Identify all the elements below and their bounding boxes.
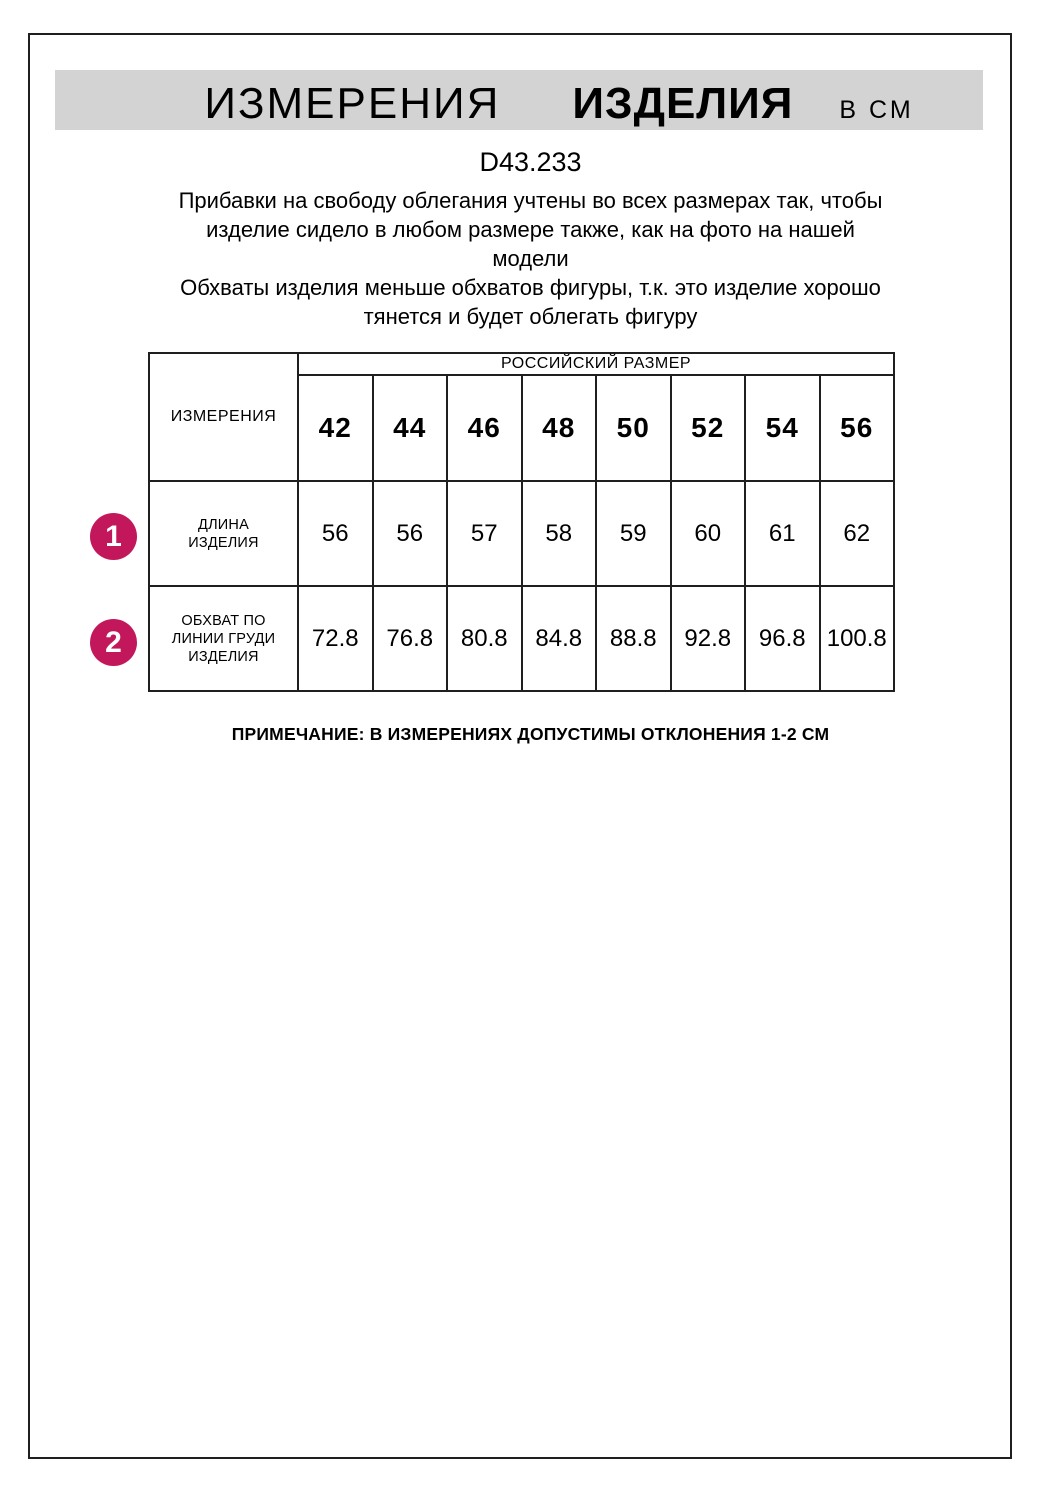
note-text: ПРИМЕЧАНИЕ: В ИЗМЕРЕНИЯХ ДОПУСТИМЫ ОТКЛОНЕНИЯ 1-2 СМ — [231, 724, 830, 744]
size-header-cell: 56 — [820, 375, 895, 481]
measurement-value-cell: 88.8 — [596, 586, 671, 691]
title-band — [55, 70, 983, 130]
intro-paragraph-1 — [0, 186, 1061, 273]
table-group-header-row — [149, 353, 894, 375]
size-header-cell: 54 — [745, 375, 820, 481]
measurement-value-cell: 57 — [447, 481, 522, 586]
measurement-value-cell: 60 — [671, 481, 746, 586]
measurement-value-cell: 58 — [522, 481, 597, 586]
paragraph-line: тянется и будет облегать фигуру — [363, 304, 698, 329]
row-label-length: ДЛИНА ИЗДЕЛИЯ — [149, 481, 298, 586]
row-number-text: 1 — [105, 519, 122, 553]
row-number-badge-1 — [90, 513, 137, 560]
table-corner-header: ИЗМЕРЕНИЯ — [149, 353, 298, 481]
paragraph-line: модели — [492, 246, 569, 271]
size-header-cell: 46 — [447, 375, 522, 481]
row-label-chest: ОБХВАТ ПО ЛИНИИ ГРУДИ ИЗДЕЛИЯ — [149, 586, 298, 691]
measurement-value-cell: 56 — [298, 481, 373, 586]
measurement-value-cell: 96.8 — [745, 586, 820, 691]
measurement-row-length — [149, 481, 894, 586]
title-unit-label: В СМ — [839, 96, 914, 124]
measurement-row-chest — [149, 586, 894, 691]
row-number-badge-2 — [90, 619, 137, 666]
paragraph-line: Прибавки на свободу облегания учтены во всех размерах так, чтобы — [178, 188, 883, 213]
measurement-value-cell: 80.8 — [447, 586, 522, 691]
product-code: D43.233 — [479, 147, 582, 177]
measurement-value-cell: 56 — [373, 481, 448, 586]
measurement-value-cell: 59 — [596, 481, 671, 586]
size-header-cell: 44 — [373, 375, 448, 481]
measurement-value-cell: 100.8 — [820, 586, 895, 691]
table-group-header: РОССИЙСКИЙ РАЗМЕР — [298, 353, 894, 375]
size-header-cell: 52 — [671, 375, 746, 481]
row-number-text: 2 — [105, 625, 122, 659]
size-header-cell: 48 — [522, 375, 597, 481]
measurement-value-cell: 61 — [745, 481, 820, 586]
paragraph-line: Обхваты изделия меньше обхватов фигуры, т.к. это изделие хорошо — [180, 275, 881, 300]
measurement-value-cell: 72.8 — [298, 586, 373, 691]
measurement-value-cell: 76.8 — [373, 586, 448, 691]
size-table — [148, 352, 895, 692]
measurement-value-cell: 92.8 — [671, 586, 746, 691]
title-product-word: ИЗДЕЛИЯ — [572, 79, 794, 128]
measurement-value-cell: 62 — [820, 481, 895, 586]
size-header-cell: 50 — [596, 375, 671, 481]
measurement-value-cell: 84.8 — [522, 586, 597, 691]
size-header-cell: 42 — [298, 375, 373, 481]
paragraph-line: изделие сидело в любом размере также, как на фото на нашей — [206, 217, 855, 242]
title-measurements-word: ИЗМЕРЕНИЯ — [204, 79, 501, 128]
intro-paragraph-2 — [0, 273, 1061, 331]
